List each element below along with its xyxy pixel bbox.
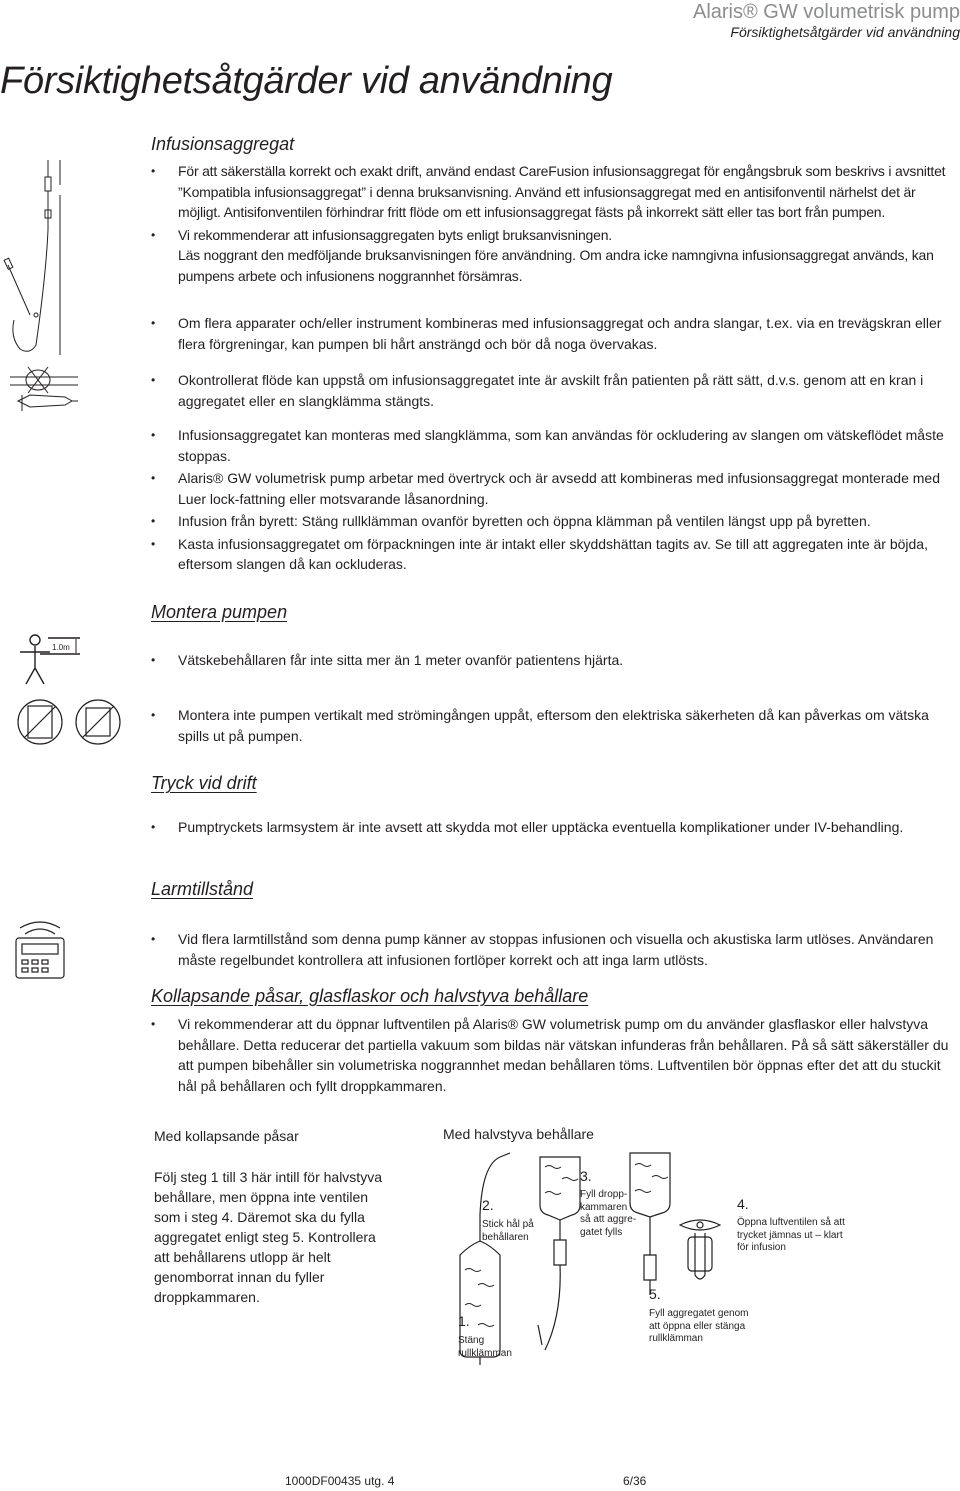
- infusion-bullets-2: [151, 313, 951, 354]
- section-heading-mount: Montera pumpen: [151, 602, 288, 622]
- no-vertical-mount-icon: [10, 698, 120, 748]
- header-subtitle: Försiktighetsåtgärder vid användning: [730, 24, 960, 40]
- mount-bullet-2: • Montera inte pumpen vertikalt med strömingången uppåt, eftersom den elektriska säkerheten då kan påverkas om vätska spills ut på pumpen.: [151, 705, 951, 746]
- alarm-bullets: [151, 929, 951, 970]
- step-5-number: 5.: [649, 1286, 661, 1302]
- infusion-bullet-8: • Kasta infusionsaggregatet om förpackningen inte är intakt eller skyddshättan tagits av. Se till att aggregaten inte är böjda, eftersom slangen då kan ockluderas.: [151, 534, 951, 575]
- infusion-bullet-3: • Om flera apparater och/eller instrument kombineras med infusionsaggregat och andra slangar, t.ex. via en trevägskran eller flera förgreningar, kan pumpen bli hårt ansträngd och bör då noga övervakas.: [151, 313, 951, 354]
- step-3-number: 3.: [580, 1168, 592, 1184]
- step-5-text: Fyll aggregatet genom att öppna eller stänga rullklämman: [649, 1308, 749, 1344]
- pressure-bullet-1: • Pumptryckets larmsystem är inte avsett att skydda mot eller upptäcka eventuella komplikationer under IV-behandling.: [151, 817, 951, 838]
- alarm-bullet-1: • Vid flera larmtillstånd som denna pump känner av stoppas infusionen och visuella och akustiska larm utlöses. Användaren måste regelbundet kontrollera att infusionen fortlöper korrekt och att inga larm utlösts.: [151, 929, 951, 970]
- collapse-bullets: [151, 1014, 951, 1096]
- mount-bullet-1: • Vätskebehållaren får inte sitta mer än 1 meter ovanför patientens hjärta.: [151, 650, 951, 671]
- infusion-set-icon: [0, 155, 75, 355]
- figure-left-text: Följ steg 1 till 3 här intill för halvstyva behållare, men öppna inte ventilen som i steg 4. Däremot ska du fylla aggregatet enligt steg 5. Kontrollera att behållarens utlopp är helt genomborrat innan du fyller droppkammaren.: [154, 1169, 382, 1305]
- footer-doc-code: 1000DF00435 utg. 4: [285, 1474, 395, 1488]
- section-heading-collapse: Kollapsande påsar, glasflaskor och halvstyva behållare: [151, 986, 589, 1006]
- step-3-text: Fyll dropp-kammaren så att aggre-gatet fylls: [580, 1189, 637, 1238]
- step-1-number: 1.: [458, 1313, 470, 1329]
- infusion-bullet-1: • För att säkerställa korrekt och exakt drift, använd endast CareFusion infusionsaggregat för engångsbruk som beskrivs i avsnittet ”Kompatibla infusionsaggregat” i denna bruksanvisning. Använd ett infusionsaggregat med en antisifonventil närhelst det är möjligt. Antisifonventilen förhindrar fritt flöde om ett infusionsaggregat fästs på inkorrekt sätt eller tas bort från pumpen.: [151, 161, 951, 223]
- page-title: Försiktighetsåtgärder vid användning: [0, 60, 613, 102]
- section-heading-pressure: Tryck vid drift: [151, 773, 257, 793]
- mount-bullets-2: [151, 705, 951, 746]
- figure-right-caption: Med halvstyva behållare: [443, 1126, 594, 1142]
- infusion-bullet-7: • Infusion från byrett: Stäng rullklämman ovanför byretten och öppna klämman på ventilen längst upp på byretten.: [151, 511, 951, 532]
- infusion-bullet-5: • Infusionsaggregatet kan monteras med slangklämma, som kan användas för ockludering av slangen om vätskeflödet måste stoppas.: [151, 425, 951, 466]
- three-way-tap-icon: [10, 365, 80, 415]
- step-2-text: Stick hål på behållaren: [482, 1219, 534, 1243]
- infusion-bullet-4: • Okontrollerat flöde kan uppstå om infusionsaggregatet inte är avskilt från patienten på rätt sätt, d.v.s. genom att en kran i aggregatet eller en slangklämma stängts.: [151, 370, 951, 411]
- pump-alarm-icon: [10, 918, 70, 980]
- collapse-bullet-1: • Vi rekommenderar att du öppnar luftventilen på Alaris® GW volumetrisk pump om du använder glasflaskor eller halvstyva behållare. Detta reducerar det partiella vakuum som bildas när vätskan infunderas från behållaren. På så sätt säkerställer du att pumpen bibehåller sin volumetriska noggrannhet medan behållaren töms. Luftventilen bör öppnas efter det att du stuckit hål på behållaren och fyllt droppkammaren.: [151, 1014, 951, 1096]
- step-1-text: Stäng rullklämman: [458, 1335, 512, 1359]
- step-4-text: Öppna luftventilen så att trycket jämnas ut – klart för infusion: [737, 1217, 845, 1253]
- mount-bullets-1: [151, 650, 951, 671]
- step-4-number: 4.: [737, 1196, 749, 1212]
- section-heading-alarm: Larmtillstånd: [151, 879, 254, 899]
- height-label: 1.0m: [52, 643, 70, 652]
- infusion-bullets-3: [151, 370, 951, 411]
- footer-page-number: 6/36: [623, 1474, 647, 1488]
- height-limit-icon: [10, 632, 82, 688]
- infusion-bullet-2-cont: Läs noggrant den medföljande bruksanvisningen före användning. Om andra icke namngivna infusionsaggregat används, kan pumpens arbete och infusionens noggrannhet försämras.: [178, 247, 934, 284]
- pressure-bullets: [151, 817, 951, 838]
- step-2-number: 2.: [482, 1197, 494, 1213]
- infusion-bullets-1: [151, 161, 951, 286]
- header-brand: Alaris® GW volumetrisk pump: [692, 1, 960, 23]
- infusion-bullets-4: [151, 425, 951, 575]
- section-heading-infusion: Infusionsaggregat: [151, 134, 295, 154]
- figure-left-caption: Med kollapsande påsar: [154, 1128, 299, 1144]
- infusion-bullet-6: • Alaris® GW volumetrisk pump arbetar med övertryck och är avsedd att kombineras med infusionsaggregat monterade med Luer lock-fattning eller motsvarande låsanordning.: [151, 468, 951, 509]
- infusion-bullet-2: • Vi rekommenderar att infusionsaggregaten byts enligt bruksanvisningen.: [151, 225, 951, 246]
